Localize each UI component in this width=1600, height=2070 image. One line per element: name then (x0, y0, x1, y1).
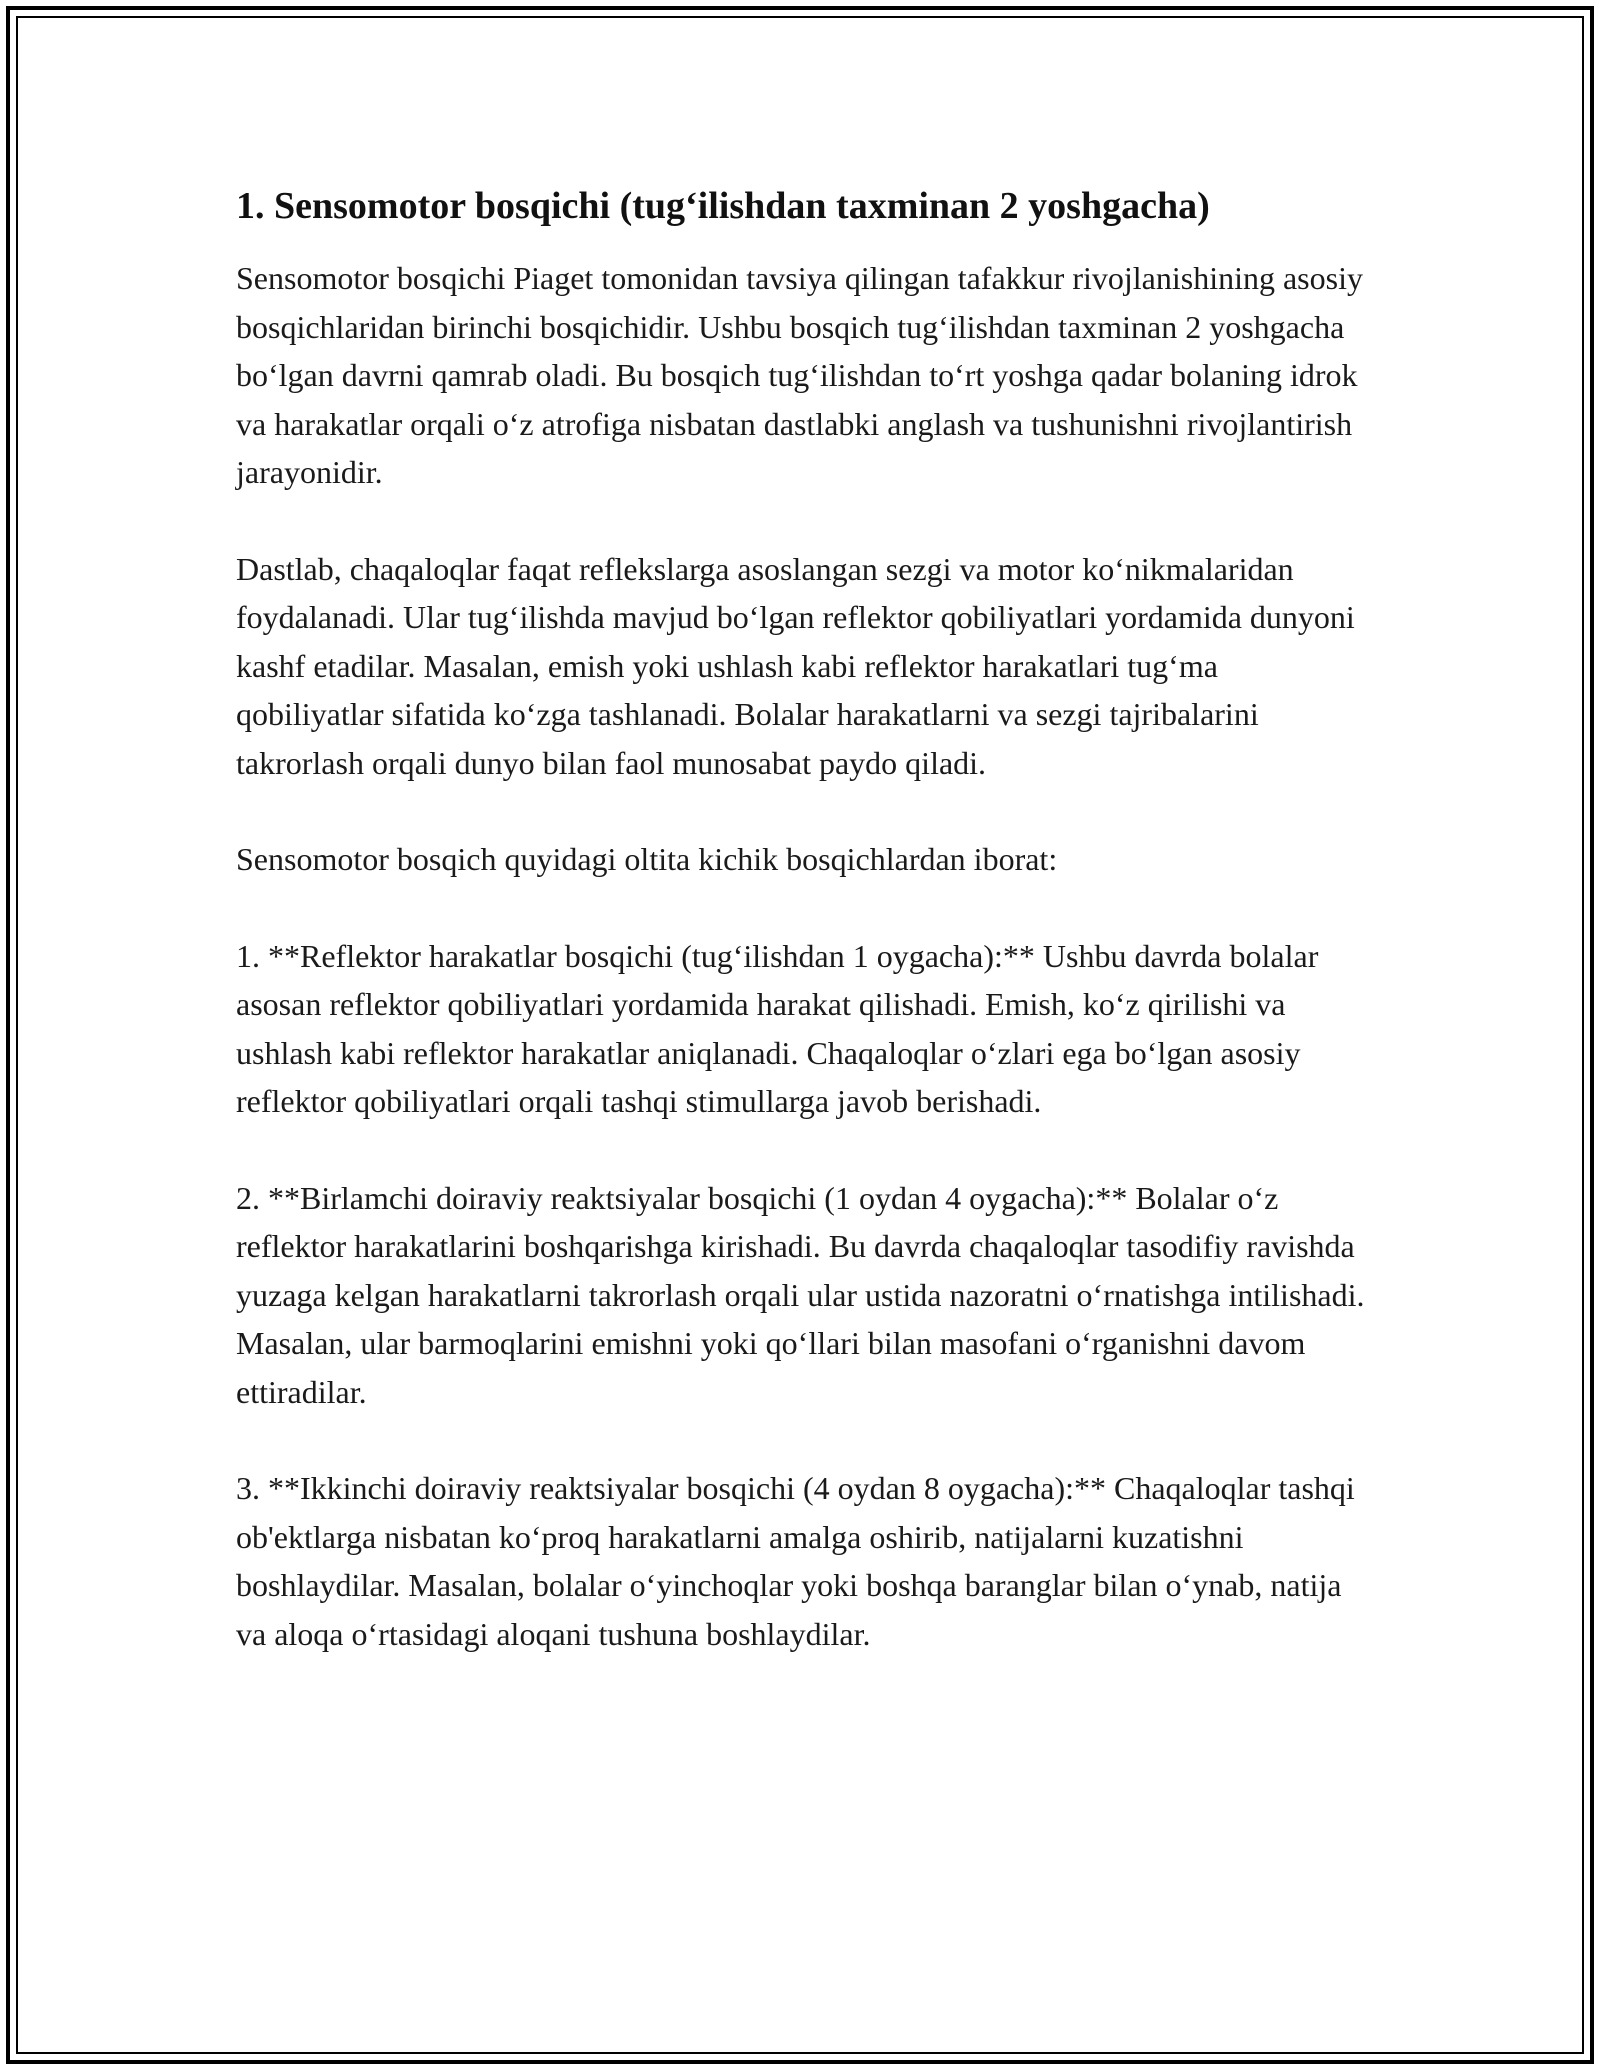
document-body (236, 180, 1371, 1706)
paragraph-substage-2: 2. **Birlamchi doiraviy reaktsiyalar bosqichi (1 oydan 4 oygacha):** Bolalar o‘z reflektor harakatlarini boshqarishga kirishadi. Bu davrda chaqaloqlar tasodifiy ravishda yuzaga kelgan harakatlarni takrorlash orqali ular ustida nazoratni o‘rnatishga intilishadi. Masalan, ular barmoqlarini emishni yoki qo‘llari bilan masofani o‘rganishni davom ettiradilar. (236, 1179, 1365, 1410)
paragraph-reflexes: Dastlab, chaqaloqlar faqat reflekslarga asoslangan sezgi va motor ko‘nikmalaridan foydalanadi. Ular tug‘ilishda mavjud bo‘lgan reflektor qobiliyatlari yordamida dunyoni kashf etadilar. Masalan, emish yoki ushlash kabi reflektor harakatlari tug‘ma qobiliyatlar sifatida ko‘zga tashlanadi. Bolalar harakatlarni va sezgi tajribalarini takrorlash orqali dunyo bilan faol munosabat paydo qiladi. (236, 550, 1355, 781)
section-heading: 1. Sensomotor bosqichi (tug‘ilishdan taxminan 2 yoshgacha) (236, 185, 1210, 227)
paragraph-substage-3: 3. **Ikkinchi doiraviy reaktsiyalar bosqichi (4 oydan 8 oygacha):** Chaqaloqlar tashqi ob'ektlarga nisbatan ko‘proq harakatlarni amalga oshirib, natijalarni kuzatishni boshlaydilar. Masalan, bolalar o‘yinchoqlar yoki boshqa baranglar bilan o‘ynab, natija va aloqa o‘rtasidagi aloqani tushuna boshlaydilar. (236, 1470, 1355, 1652)
paragraph-substage-1: 1. **Reflektor harakatlar bosqichi (tug‘ilishdan 1 oygacha):** Ushbu davrda bolalar asosan reflektor qobiliyatlari yordamida harakat qilishadi. Emish, ko‘z qirilishi va ushlash kabi reflektor harakatlar aniqlanadi. Chaqaloqlar o‘zlari ega bo‘lgan asosiy reflektor qobiliyatlari orqali tashqi stimullarga javob berishadi. (236, 937, 1319, 1119)
paragraph-substages-intro: Sensomotor bosqich quyidagi oltita kichik bosqichlardan iborat: (236, 841, 1058, 877)
paragraph-intro: Sensomotor bosqichi Piaget tomonidan tavsiya qilingan tafakkur rivojlanishining asosiy bosqichlaridan birinchi bosqichidir. Ushbu bosqich tug‘ilishdan taxminan 2 yoshgacha bo‘lgan davrni qamrab oladi. Bu bosqich tug‘ilishdan to‘rt yoshga qadar bolaning idrok va harakatlar orqali o‘z atrofiga nisbatan dastlabki anglash va tushunishni rivojlantirish jarayonidir. (236, 260, 1363, 490)
